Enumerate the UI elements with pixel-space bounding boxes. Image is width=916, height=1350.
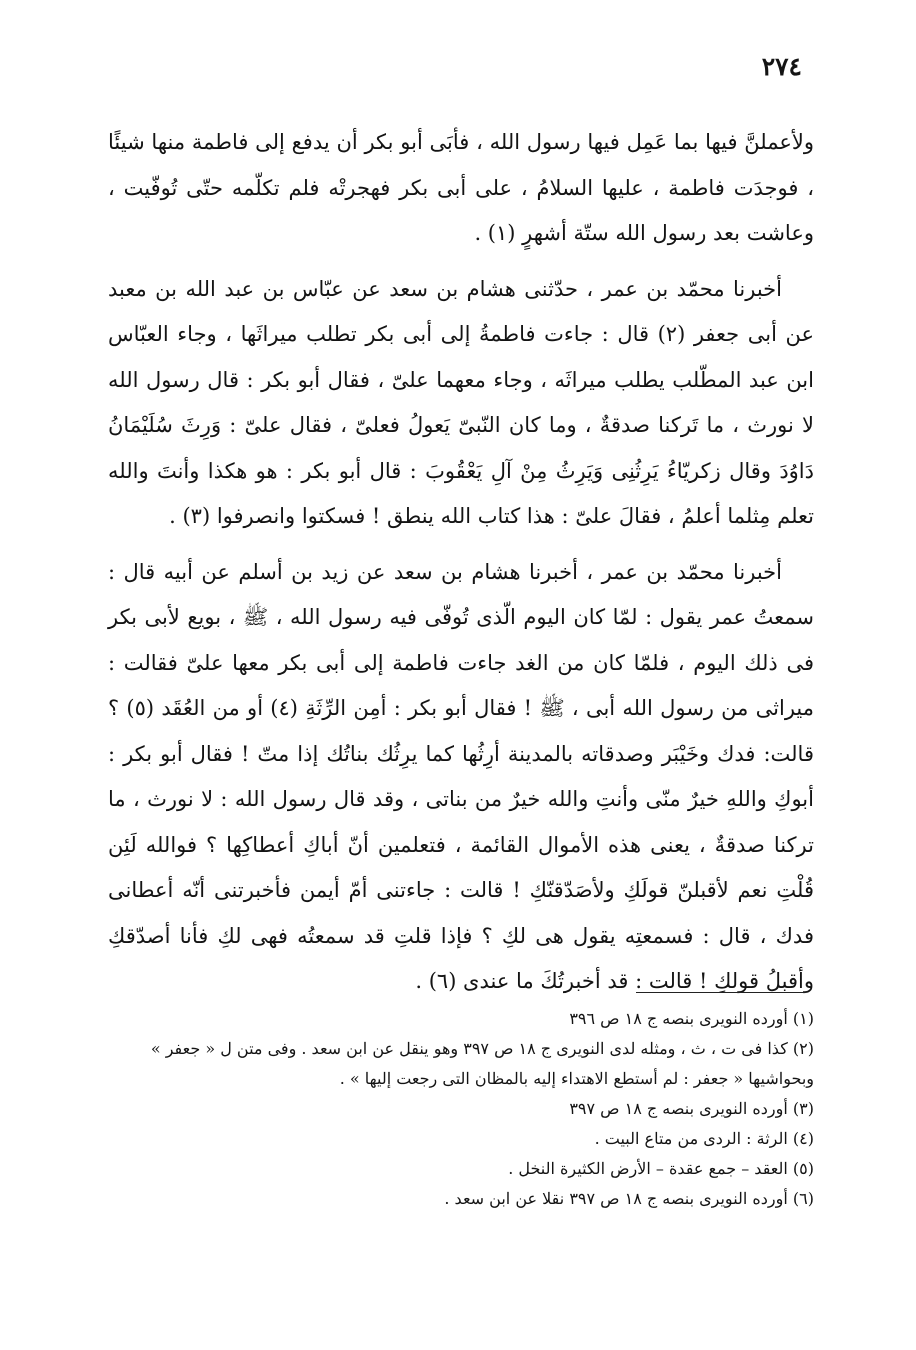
footnote: (٢) كذا فى ت ، ث ، ومثله لدى النويرى ج ١٨ ص ٣٩٧ وهو ينقل عن ابن سعد . وفى متن ل « جعفر » وبحواشيها « جعفر : لم أستطع الاهتداء إليه بالمظان التى رجعت إليها » . [150,1039,814,1088]
footnote-divider [636,992,806,993]
paragraph: أخبرنا محمّد بن عمر ، حدّثنى هشام بن سعد عن عبّاس بن عبد الله بن معبد عن أبى جعفر (٢) قال : جاءت فاطمةُ إلى أبى بكر تطلب ميراثَها ، وجاء العبّاس ابن عبد المطّلب يطلب ميراثَه ، وجاء معهما علىّ ، فقال أبو بكر : قال رسول الله لا نورث ، ما تَركنا صدقةٌ ، وما كان النّبىّ يَعولُ فعلىّ ، فقال علىّ : وَرِثَ سُلَيْمَانُ دَاوُدَ وقال زكريّاءُ يَرِثُنِى وَيَرِثُ مِنْ آلِ يَعْقُوبَ : قال أبو بكر : هو هكذا وأنتَ والله تعلم مِثلما أعلمُ ، فقالَ علىّ : هذا كتاب الله ينطق ! فسكتوا وانصرفوا (٣) . [108,276,814,528]
footnote: (٦) أورده النويرى بنصه ج ١٨ ص ٣٩٧ نقلا عن ابن سعد . [444,1189,814,1208]
paragraph: أخبرنا محمّد بن عمر ، أخبرنا هشام بن سعد عن زيد بن أسلم عن أبيه قال : سمعتُ عمر يقول : لمّا كان اليوم الّذى تُوفّى فيه رسول الله ، ﷺ ، بويع لأبى بكر فى ذلك اليوم ، فلمّا كان من الغد جاءت فاطمة إلى أبى بكر معها علىّ فقالت : ميراثى من رسول الله أبى ، ﷺ ! فقال أبو بكر : أمِن الرِّثَةِ (٤) أو من العُقَد (٥) ؟ قالت: فدك وخَيْبَر وصدقاته بالمدينة أرِثُها كما يرِثُك بناتُك إذا متّ ! فقال أبو بكر : أبوكِ واللهِ خيرٌ منّى وأنتِ والله خيرٌ من بناتى ، وقد قال رسول الله : لا نورث ، ما تركنا صدقةٌ ، يعنى هذه الأموال القائمة ، فتعلمين أنّ أباكِ أعطاكِها ؟ فوالله لَئِن قُلْتِ نعم لأقبلنّ قولَكِ ولأصَدّقنّكِ ! قالت : جاءتنى أمّ أيمن فأخبرتنى أنّه أعطانى فدك ، قال : فسمعتِه يقول هى لكِ ؟ فإذا قلتِ قد سمعتُه فهى لكِ فأنا أصدّقكِ وأقبلُ قولكِ ! قالت : قد أخبرتُكَ ما عندى (٦) . [108,559,815,993]
footnote: (١) أورده النويرى بنصه ج ١٨ ص ٣٩٦ [569,1009,814,1028]
paragraph: ولأعملنَّ فيها بما عَمِل فيها رسول الله ، فأبَى أبو بكر أن يدفع إلى فاطمة منها شيئًا ، فوجدَت فاطمة ، عليها السلامُ ، على أبى بكر فهجرتْه فلم تكلّمه حتّى تُوفّيت ، وعاشت بعد رسول الله ستّة أشهرٍ (١) . [108,130,814,245]
page-number: ٢٧٤ [761,52,802,81]
footnote: (٥) العقد – جمع عقدة – الأرض الكثيرة النخل . [508,1159,814,1178]
footnote: (٣) أورده النويرى بنصه ج ١٨ ص ٣٩٧ [569,1099,814,1118]
footnotes [108,1004,814,1214]
footnote: (٤) الرثة : الردى من متاع البيت . [594,1129,814,1148]
body-text [108,120,814,1005]
